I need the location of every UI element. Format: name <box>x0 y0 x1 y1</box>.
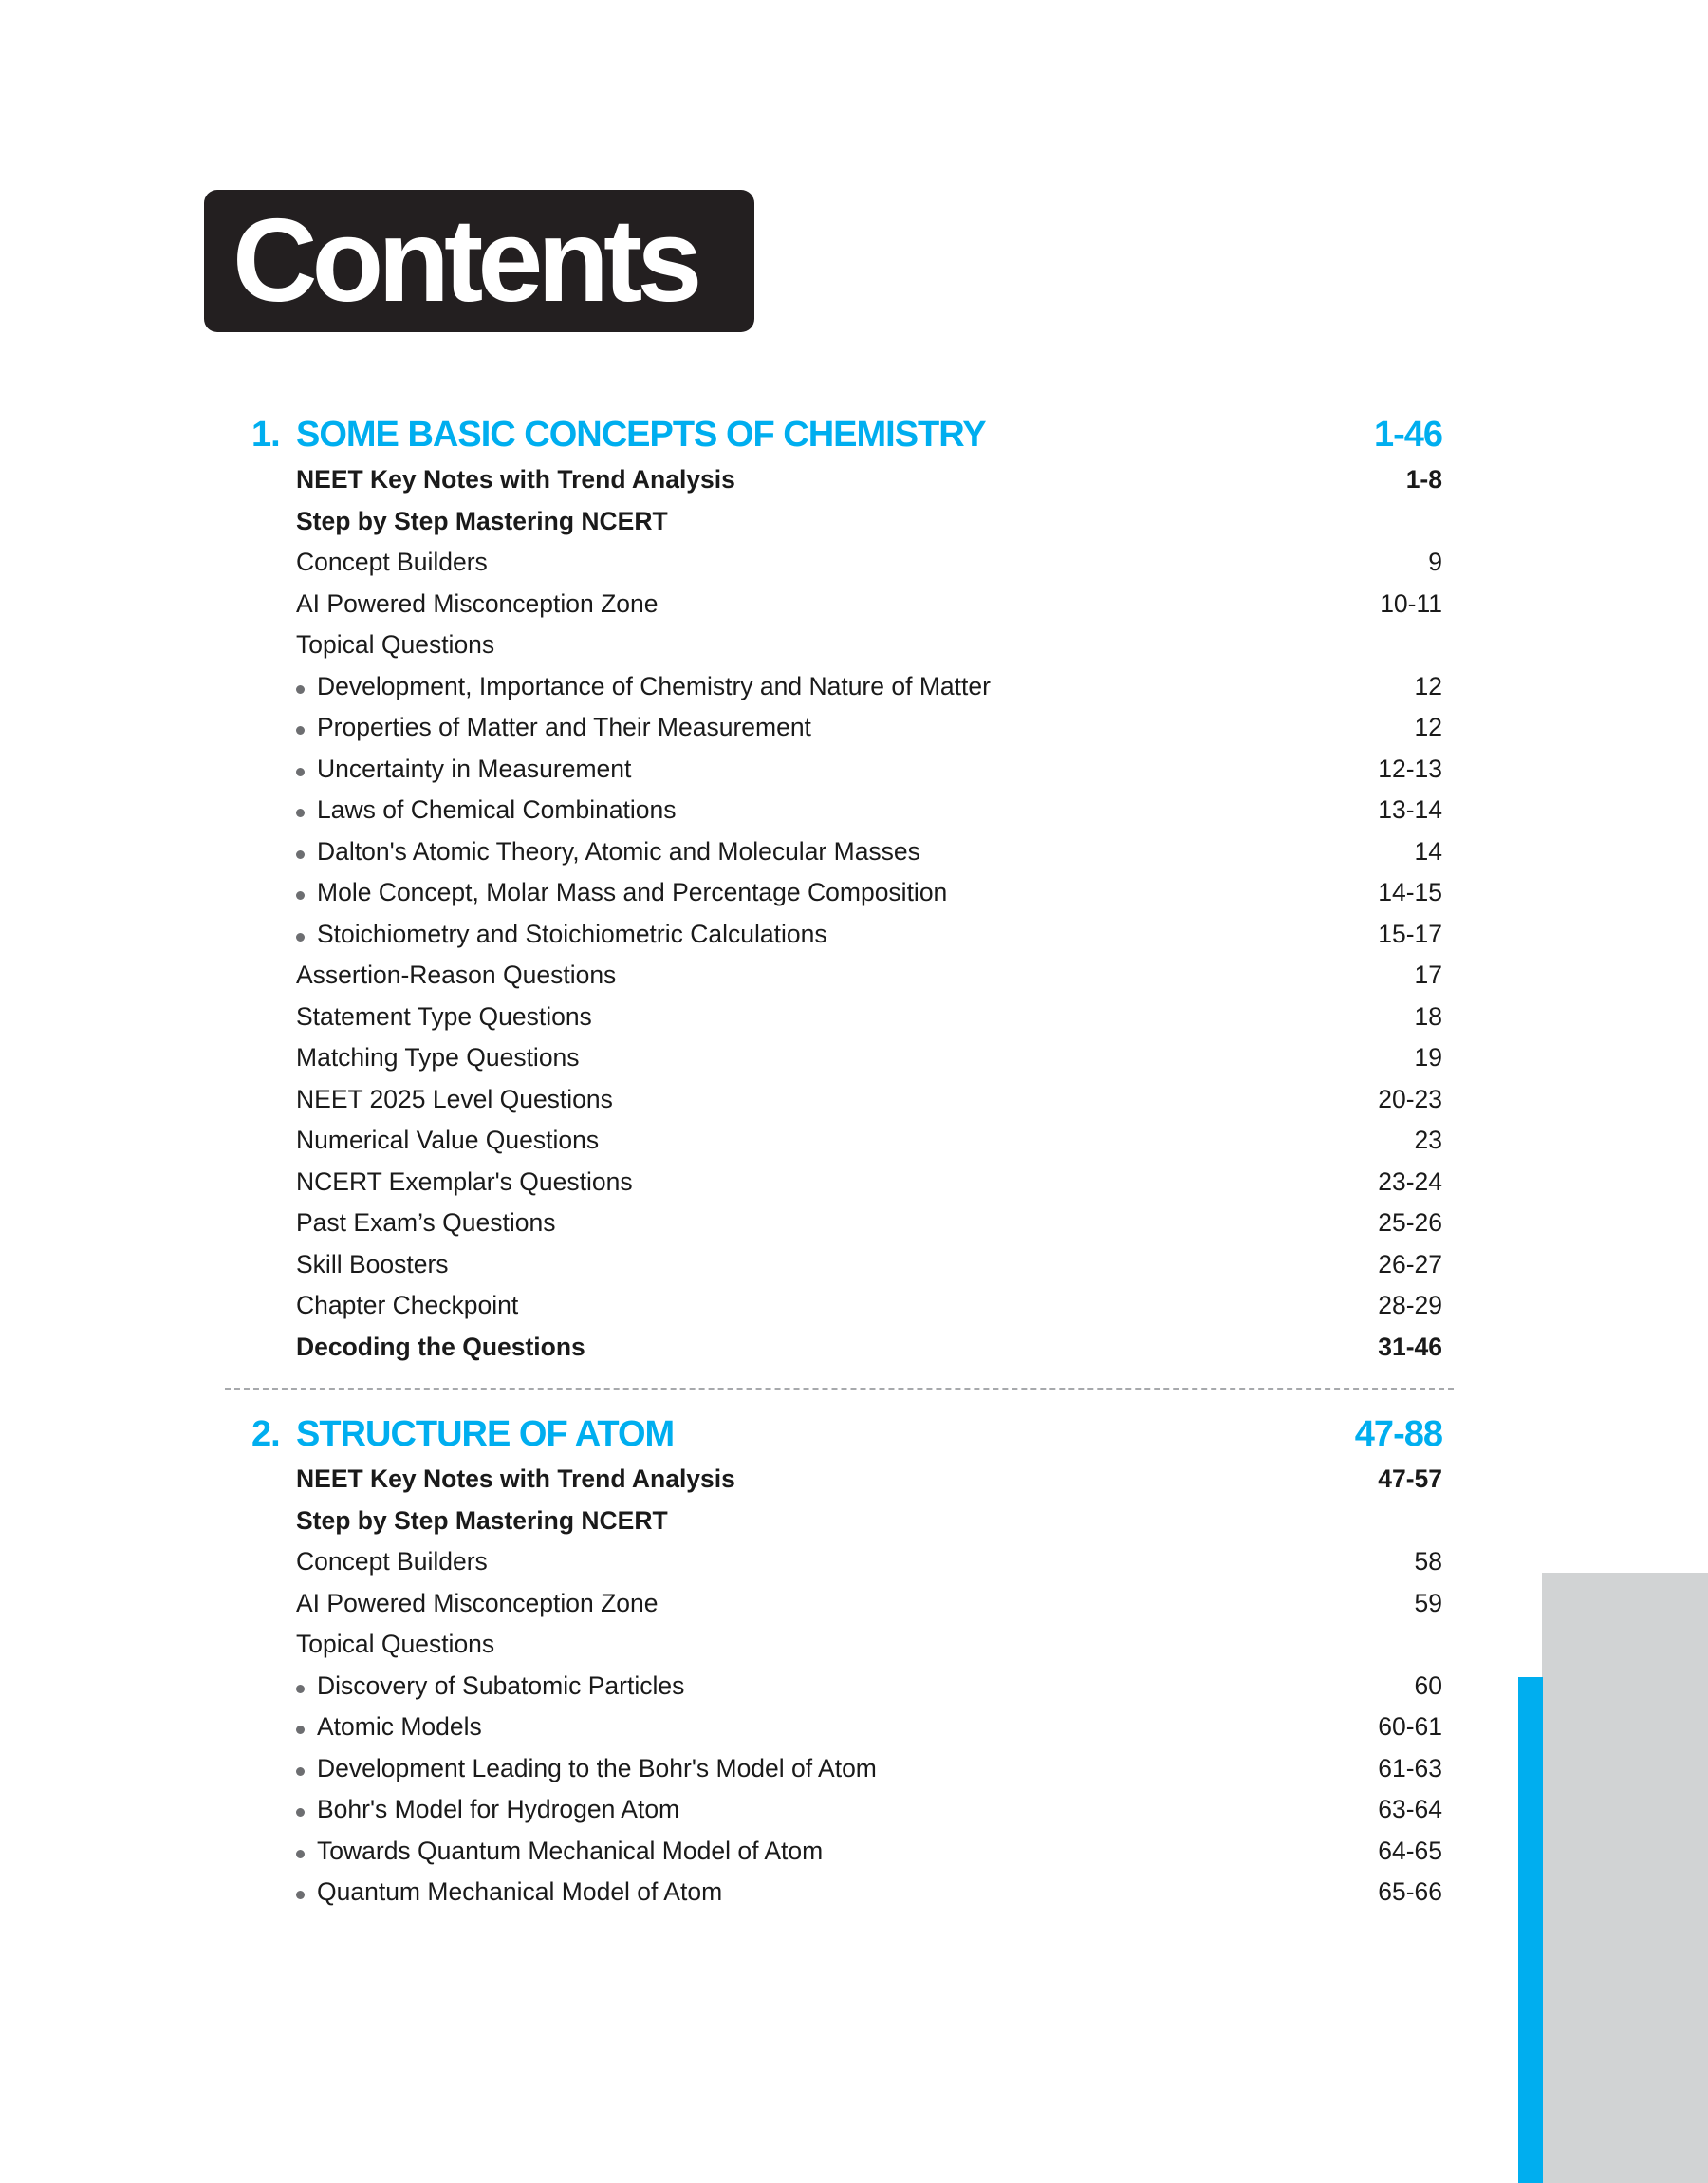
bullet-icon <box>296 809 305 817</box>
toc-entry-pages: 20-23 <box>1378 1084 1442 1113</box>
bullet-icon <box>296 1891 305 1899</box>
toc-entry[interactable] <box>251 1327 1442 1369</box>
toc-entry[interactable] <box>251 1789 1442 1831</box>
bullet-icon <box>296 1808 305 1817</box>
toc-entry-label: Skill Boosters <box>296 1249 449 1278</box>
toc-entry-pages: 9 <box>1428 548 1442 577</box>
toc-entry[interactable] <box>251 749 1442 791</box>
toc-entry-pages: 65-66 <box>1378 1877 1442 1907</box>
toc-entry[interactable] <box>251 584 1442 625</box>
toc-entry-label: NEET Key Notes with Trend Analysis <box>296 465 735 494</box>
toc-entry[interactable] <box>251 1624 1442 1666</box>
toc-entry[interactable] <box>251 1120 1442 1162</box>
toc-entry-label-wrap <box>296 548 488 577</box>
toc-entry[interactable] <box>251 1501 1442 1542</box>
toc-entry-label-wrap <box>296 1167 633 1197</box>
toc-entry-pages: 26-27 <box>1378 1249 1442 1278</box>
toc-entry-pages: 1-8 <box>1405 465 1442 494</box>
toc-entry-label: Dalton's Atomic Theory, Atomic and Molecular Masses <box>317 836 920 866</box>
toc-entry-label-wrap <box>296 1547 488 1577</box>
toc-entry-label: NEET Key Notes with Trend Analysis <box>296 1465 735 1494</box>
toc-entry-pages: 15-17 <box>1378 919 1442 948</box>
toc-entry[interactable] <box>251 1872 1442 1913</box>
toc-entry-pages: 12 <box>1414 713 1442 742</box>
toc-entry-label-wrap <box>296 1589 659 1618</box>
toc-entry-pages: 28-29 <box>1378 1291 1442 1320</box>
toc-entry-label-wrap <box>296 1877 722 1907</box>
toc-entry[interactable] <box>251 1707 1442 1748</box>
toc-entry-pages: 14-15 <box>1378 878 1442 907</box>
toc-entry-pages: 12-13 <box>1378 754 1442 783</box>
toc-entry[interactable] <box>251 955 1442 997</box>
toc-entry-label-wrap <box>296 1085 613 1114</box>
toc-entry-label: Concept Builders <box>296 548 488 577</box>
toc-entry-pages: 60 <box>1414 1670 1442 1700</box>
chapter-1-section <box>251 410 1442 1368</box>
toc-entry-label: Topical Questions <box>296 630 495 660</box>
toc-entry-label: Statement Type Questions <box>296 1001 592 1031</box>
toc-entry-label-wrap <box>296 672 991 701</box>
toc-entry-pages: 17 <box>1414 961 1442 990</box>
toc-entry[interactable] <box>251 1459 1442 1501</box>
toc-entry[interactable] <box>251 542 1442 584</box>
toc-entry-pages: 23 <box>1414 1126 1442 1155</box>
toc-entry[interactable] <box>251 1666 1442 1707</box>
contents-heading-box <box>204 190 754 332</box>
toc-entry-label: Mole Concept, Molar Mass and Percentage Composition <box>317 878 948 907</box>
toc-entry-pages: 10-11 <box>1380 588 1442 618</box>
toc-entry-label-wrap <box>296 837 920 867</box>
toc-entry[interactable] <box>251 1244 1442 1286</box>
toc-entry-label-wrap <box>296 1208 555 1238</box>
bullet-icon <box>296 850 305 859</box>
toc-entry-pages: 59 <box>1414 1588 1442 1617</box>
toc-entry-label-wrap <box>296 1837 823 1866</box>
contents-heading: Contents <box>232 196 697 327</box>
toc-entry[interactable] <box>251 625 1442 666</box>
toc-entry-label-wrap <box>296 1630 494 1659</box>
toc-entry-label-wrap <box>296 630 494 660</box>
toc-entry-label-wrap <box>296 1126 599 1155</box>
toc-entry-pages: 19 <box>1414 1043 1442 1073</box>
toc-entry-pages: 63-64 <box>1378 1795 1442 1824</box>
bullet-icon <box>296 891 305 900</box>
toc-entry-label-wrap <box>296 920 827 949</box>
toc-entry-label-wrap <box>296 1712 482 1742</box>
toc-entry-label-wrap <box>296 1671 684 1701</box>
chapter-title: STRUCTURE OF ATOM <box>296 1414 675 1454</box>
toc-entry-label: Numerical Value Questions <box>296 1126 600 1155</box>
toc-entry-label-wrap <box>296 1002 592 1032</box>
chapter-entries <box>251 459 1442 1368</box>
toc-entry-label: Past Exam’s Questions <box>296 1208 556 1238</box>
toc-entry-label-wrap <box>296 878 947 907</box>
chapter-heading[interactable] <box>251 410 1442 459</box>
toc-entry[interactable] <box>251 1285 1442 1327</box>
toc-entry-label: Step by Step Mastering NCERT <box>296 1505 668 1535</box>
bullet-icon <box>296 685 305 694</box>
toc-entry-label: Towards Quantum Mechanical Model of Atom <box>317 1836 824 1865</box>
toc-entry-label-wrap <box>296 465 735 494</box>
toc-entry-pages: 58 <box>1414 1547 1442 1577</box>
toc-entry-label: AI Powered Misconception Zone <box>296 1588 659 1617</box>
toc-entry-label-wrap <box>296 1506 668 1536</box>
toc-entry[interactable] <box>251 790 1442 831</box>
bullet-icon <box>296 1767 305 1776</box>
toc-entry-pages: 12 <box>1414 671 1442 700</box>
toc-entry[interactable] <box>251 997 1442 1038</box>
chapter-pages: 47-88 <box>1354 1414 1442 1454</box>
chapter-number: 1. <box>251 415 280 455</box>
bullet-icon <box>296 933 305 942</box>
toc-entry-pages: 25-26 <box>1378 1208 1442 1238</box>
chapter-heading[interactable] <box>251 1409 1442 1459</box>
toc-entry-label-wrap <box>296 1754 877 1783</box>
toc-entry-label: Uncertainty in Measurement <box>317 754 632 783</box>
toc-entry-label: Discovery of Subatomic Particles <box>317 1670 685 1700</box>
toc-entry-label: Assertion-Reason Questions <box>296 961 617 990</box>
toc-entry[interactable] <box>251 914 1442 956</box>
toc-entry-label: Step by Step Mastering NCERT <box>296 506 668 535</box>
toc-entry[interactable] <box>251 1079 1442 1121</box>
toc-entry-label-wrap <box>296 1333 585 1362</box>
chapter-entries <box>251 1459 1442 1913</box>
chapter-title-wrap <box>251 410 986 459</box>
bullet-icon <box>296 1726 305 1734</box>
toc-entry-label: Atomic Models <box>317 1712 482 1742</box>
toc-entry[interactable] <box>251 1541 1442 1583</box>
toc-entry-label: Topical Questions <box>296 1630 495 1659</box>
toc-entry[interactable] <box>251 1037 1442 1079</box>
toc-entry-pages: 60-61 <box>1378 1712 1442 1742</box>
toc-entry-label: Laws of Chemical Combinations <box>317 795 677 825</box>
toc-entry-label: Matching Type Questions <box>296 1043 580 1073</box>
toc-entry-pages: 47-57 <box>1378 1465 1442 1494</box>
toc-entry-pages: 61-63 <box>1378 1753 1442 1782</box>
toc-entry[interactable] <box>251 666 1442 708</box>
toc-entry[interactable] <box>251 1748 1442 1790</box>
toc-entry-label-wrap <box>296 1465 735 1494</box>
bullet-icon <box>296 1685 305 1693</box>
toc-entry-pages: 13-14 <box>1378 795 1442 825</box>
toc-entry-label-wrap <box>296 589 659 619</box>
toc-entry-pages: 18 <box>1414 1001 1442 1031</box>
toc-entry-label-wrap <box>296 795 677 825</box>
chapter-number: 2. <box>251 1414 280 1454</box>
toc-entry-label-wrap <box>296 1291 518 1320</box>
toc-entry-label-wrap <box>296 755 631 784</box>
toc-entry-label: Bohr's Model for Hydrogen Atom <box>317 1795 680 1824</box>
toc-entry[interactable] <box>251 1162 1442 1203</box>
toc-entry[interactable] <box>251 459 1442 501</box>
chapter-divider <box>225 1388 1454 1390</box>
toc-entry-label-wrap <box>296 507 668 536</box>
toc-entry-label-wrap <box>296 1043 580 1073</box>
toc-entry[interactable] <box>251 1831 1442 1873</box>
chapter-2-section <box>251 1409 1442 1913</box>
toc-entry-label: AI Powered Misconception Zone <box>296 588 659 618</box>
toc-entry-pages: 14 <box>1414 836 1442 866</box>
toc-entry[interactable] <box>251 707 1442 749</box>
toc-entry-pages: 64-65 <box>1378 1836 1442 1865</box>
toc-entry[interactable] <box>251 872 1442 914</box>
toc-entry-label: Concept Builders <box>296 1547 488 1577</box>
chapter-title-wrap <box>251 1409 674 1459</box>
toc-entry-label: NEET 2025 Level Questions <box>296 1084 613 1113</box>
toc-entry-label: Quantum Mechanical Model of Atom <box>317 1877 723 1907</box>
toc-entry[interactable] <box>251 501 1442 543</box>
bullet-icon <box>296 768 305 776</box>
toc-entry-label-wrap <box>296 961 616 990</box>
side-tab-grey <box>1542 1573 1708 2183</box>
toc-entry-label: Decoding the Questions <box>296 1332 585 1361</box>
bullet-icon <box>296 1850 305 1858</box>
toc-entry[interactable] <box>251 1583 1442 1625</box>
toc-entry[interactable] <box>251 831 1442 873</box>
toc-entry-label: Properties of Matter and Their Measurement <box>317 713 811 742</box>
toc-entry-label: Development Leading to the Bohr's Model of Atom <box>317 1753 877 1782</box>
chapter-title: SOME BASIC CONCEPTS OF CHEMISTRY <box>296 415 986 455</box>
toc-entry-label-wrap <box>296 713 811 742</box>
toc-entry-label: Development, Importance of Chemistry and Nature of Matter <box>317 671 991 700</box>
side-tab-accent <box>1518 1677 1543 2183</box>
toc-entry[interactable] <box>251 1203 1442 1244</box>
toc-entry-pages: 31-46 <box>1378 1332 1442 1361</box>
toc-entry-label: NCERT Exemplar's Questions <box>296 1166 633 1196</box>
toc-entry-label: Chapter Checkpoint <box>296 1291 519 1320</box>
toc-entry-pages: 23-24 <box>1378 1166 1442 1196</box>
chapter-pages: 1-46 <box>1373 415 1442 455</box>
bullet-icon <box>296 726 305 735</box>
toc-entry-label-wrap <box>296 1795 679 1824</box>
toc-entry-label: Stoichiometry and Stoichiometric Calculations <box>317 919 827 948</box>
toc-entry-label-wrap <box>296 1250 449 1279</box>
